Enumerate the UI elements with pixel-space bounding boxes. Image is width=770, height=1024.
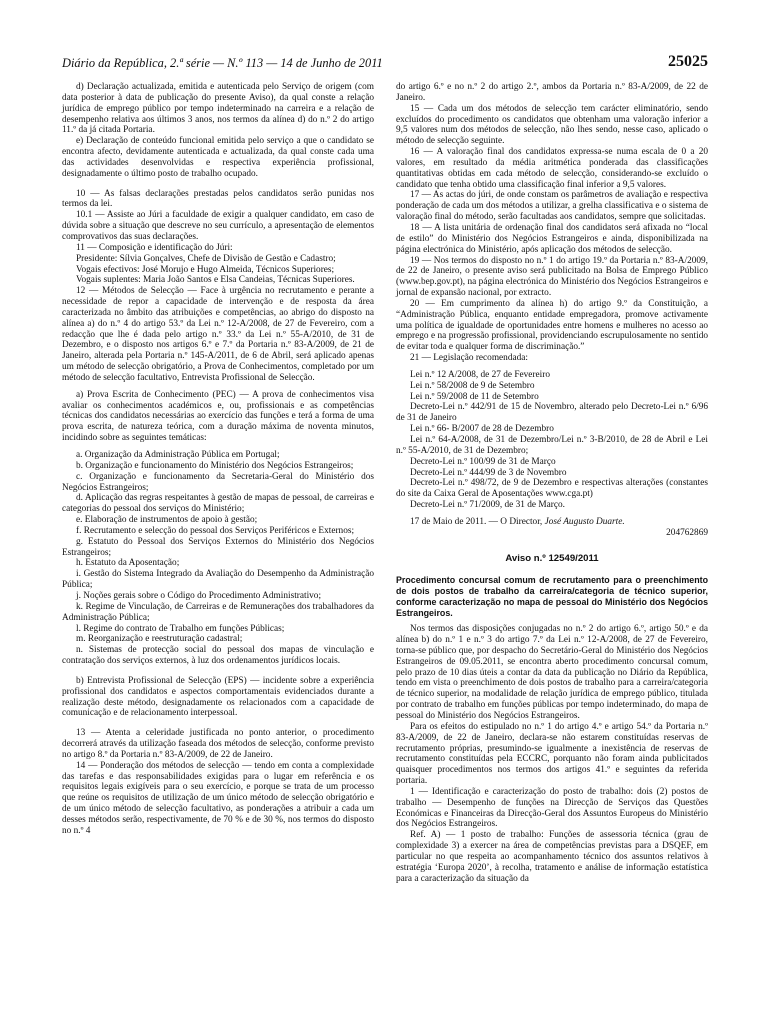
legislation-item: Lei n.º 59/2008 de 11 de Setembro (410, 391, 539, 402)
legislation-item: Lei n.º 66- B/2007 de 28 de Dezembro (410, 424, 554, 435)
paragraph: 17 — As actas do júri, de onde constam os parâmetros de avaliação e respectiva ponderação de cada um dos métodos a utilizar, a grelha classificativa e o sistema de valoração final do método, serão facultadas aos candidatos, sempre que solicitadas. (396, 190, 708, 223)
legislation-item: Decreto-Lei n.º 498/72, de 9 de Dezembro e respectivas alterações (constantes do site da Caixa Geral de Aposentações www.cga.pt) (396, 478, 708, 500)
legislation-item: Lei n.º 12 A/2008, de 27 de Fevereiro (410, 369, 550, 380)
paragraph: e) Declaração de conteúdo funcional emitida pelo serviço a que o candidato se encontra afecto, devidamente autenticada e actualizada, da qual conste cada uma das actividades desenvolvidas e respectiva experiência profissional, designadamente o último posto de trabalho ocupado. (62, 136, 374, 179)
paragraph: 10.1 — Assiste ao Júri a faculdade de exigir a qualquer candidato, em caso de dúvida sobre a situação que descreve no seu currículo, a apresentação de elementos comprovativos das suas declarações. (62, 210, 374, 242)
list-item: m. Reorganização e reestruturação cadastral; (76, 634, 243, 645)
signatory-name: José Augusto Duarte. (544, 516, 625, 527)
legislation-item: Decreto-Lei n.º 442/91 de 15 de Novembro, alterado pelo Decreto-Lei n.º 6/96 de 31 de Janeiro (396, 402, 708, 424)
list-item: h. Estatuto da Aposentação; (76, 558, 180, 569)
notice-title: Aviso n.º 12549/2011 (505, 552, 599, 564)
legislation-item: Decreto-Lei n.º 444/99 de 3 de Novembro (410, 467, 567, 478)
list-item: i. Gestão do Sistema Integrado da Avaliação do Desempenho da Administração Pública; (62, 569, 374, 591)
paragraph: 13 — Atenta a celeridade justificada no ponto anterior, o procedimento decorrerá através da utilização faseada dos métodos de selecção, conforme previsto no artigo 8.º da Portaria n.º 83-A/2009, de 22 de Janeiro. (62, 728, 374, 760)
signature-date: 17 de Maio de 2011. — O Director, (410, 516, 543, 527)
paragraph: 12 — Métodos de Selecção — Face à urgência no recrutamento e perante a necessidade de repor a capacidade de intervenção e de resposta da área caracterizada no âmbito das atribuições e competências, ao abrigo do disposto na alínea a) do n.º 4 do artigo 53.º da Lei n.º 12-A/2008, de 27 de Fevereiro, com a redacção que lhe é dada pelo artigo n.º 33.º da Lei n.º 55-A/2010, de 31 de Dezembro, e o disposto nos artigos 6.º e 7.º da Portaria n.º 83-A/2009, de 21 de Janeiro, alterada pela Portaria n.º 145-A/2011, de 6 de Abril, será aplicado apenas um método de selecção obrigatório, a Prova de Conhecimentos, completado por um método de selecção facultativo, Entrevista Profissional de Selecção. (62, 286, 374, 383)
legislation-item: Decreto-Lei n.º 71/2009, de 31 de Março. (410, 500, 565, 511)
legislation-item: Lei n.º 64-A/2008, de 31 de Dezembro/Lei n.º 3-B/2010, de 28 de Abril e Lei n.º 55-A/2010, de 31 de Dezembro; (396, 435, 708, 456)
list-item: a. Organização da Administração Pública em Portugal; (76, 450, 280, 460)
paragraph: 19 — Nos termos do disposto no n.º 1 do artigo 19.º da Portaria n.º 83-A/2009, de 22 de Janeiro, o presente aviso será publicitado na Bolsa de Emprego Público (www.bep.gov.pt), na página electrónica do Ministério dos Negócios Estrangeiros e jornal de expansão nacional, por extracto. (396, 255, 708, 299)
paragraph: Nos termos das disposições conjugadas no n.º 2 do artigo 6.º, artigo 50.º e da alínea b) do n.º 1 e n.º 3 do artigo 7.º da Lei n.º 12-A/2008, de 27 de Fevereiro, torna-se público que, por despacho do Secretário-Geral do Ministério dos Negócios Estrangeiros de 09.05.2011, se encontra aberto procedimento concursal comum, pelo prazo de 10 dias úteis a contar da data da publicação no Diário da República, tendo em vista o preenchimento de dois postos de trabalho para a carreira/categoria de técnico superior, na modalidade de relação jurídica de emprego público, titulada por contrato de trabalho em funções públicas por tempo indeterminado, do mapa de pessoal do Ministério dos Negócios Estrangeiros. (396, 624, 708, 721)
list-item: f. Recrutamento e selecção do pessoal dos Serviços Periféricos e Externos; (76, 525, 355, 536)
legislation-item: Decreto-Lei n.º 100/99 de 31 de Março (410, 456, 556, 467)
paragraph: Ref. A) — 1 posto de trabalho: Funções de assessoria técnica (grau de complexidade 3) a exercer na área de competências previstas para a DSQEF, em particular no que respeita ao acompanhamento técnico dos assuntos relativos à estratégia ‘Europa 2020’, à recolha, tratamento e análise de informação estatística para a caracterização da situação da (396, 830, 708, 884)
legislation-item: Lei n.º 58/2008 de 9 de Setembro (410, 380, 535, 391)
paragraph: do artigo 6.º e no n.º 2 do artigo 2.º, ambos da Portaria n.º 83-A/2009, de 22 de Janeiro. (396, 82, 708, 103)
paragraph: Vogais efectivos: José Morujo e Hugo Almeida, Técnicos Superiores; (76, 264, 335, 275)
journal-title: Diário da República, 2.ª série — N.º 113 — 14 de Junho de 2011 (62, 56, 383, 70)
paragraph: 20 — Em cumprimento da alínea h) do artigo 9.º da Constituição, a “Administração Pública, enquanto entidade empregadora, promove activamente uma política de igualdade de oportunidades entre homens e mulheres no acesso ao emprego e na progressão profissional, providenciando escrupulosamente no sentido de evitar toda e qualquer forma de discriminação.” (396, 298, 708, 353)
paragraph: d) Declaração actualizada, emitida e autenticada pelo Serviço de origem (com data posterior à data de publicação do presente Aviso), da qual conste a relação jurídica de emprego público por tempo indeterminado na carreira e a relação de desempenho relativa aos últimos 3 anos, nos termos da alínea d) do n.º 2 do artigo 11.º da já citada Portaria. (62, 82, 374, 136)
list-item: j. Noções gerais sobre o Código do Procedimento Administrativo; (76, 590, 322, 601)
paragraph: b) Entrevista Profissional de Selecção (EPS) — incidente sobre a experiência profissional dos candidatos e aspectos comportamentais evidenciados durante a realização deste método, designadamente os relacionados com a capacidade de comunicação e de relacionamento interpessoal. (62, 675, 374, 719)
paragraph: Vogais suplentes: Maria João Santos e Elsa Candeias, Técnicas Superiores. (76, 275, 355, 286)
list-item: l. Regime do contrato de Trabalho em funções Públicas; (76, 623, 285, 634)
paragraph: 21 — Legislação recomendada: (410, 353, 528, 364)
list-item: g. Estatuto do Pessoal dos Serviços Externos do Ministério dos Negócios Estrangeiros; (62, 536, 374, 558)
list-item: k. Regime de Vinculação, de Carreiras e de Remunerações dos trabalhadores da Administração Pública; (62, 601, 374, 623)
reference-number: 204762869 (666, 527, 708, 538)
paragraph: 1 — Identificação e caracterização do posto de trabalho: dois (2) postos de trabalho — Desempenho de funções na Direcção de Serviços das Questões Económicas e Financeiras da Direcção-Geral dos Assuntos Europeus do Ministério dos Negócios Estrangeiros. (396, 786, 708, 830)
list-item: e. Elaboração de instrumentos de apoio à gestão; (76, 515, 258, 526)
paragraph: Presidente: Sílvia Gonçalves, Chefe de Divisão de Gestão e Cadastro; (76, 253, 336, 264)
paragraph: Para os efeitos do estipulado no n.º 1 do artigo 4.º e artigo 54.º da Portaria n.º 83-A/2009, de 22 de Janeiro, declara-se não estarem constituídas reservas de recrutamento próprias, presumindo-se igualmente a inexistência de reservas de recrutamento constituídas pela ECCRC, porquanto não foram ainda publicitados quaisquer procedimentos nos termos dos artigos 41.º e seguintes da referida portaria. (396, 721, 708, 787)
procedure-heading: Procedimento concursal comum de recrutamento para o preenchimento de dois postos de trabalho da carreira/categoria de técnico superior, conforme caracterização no mapa de pessoal do Ministério dos Negócios Estrangeiros. (396, 575, 708, 618)
list-item: d. Aplicação das regras respeitantes à gestão de mapas de pessoal, de carreiras e categorias do pessoal dos serviços do Ministério; (62, 493, 374, 515)
paragraph: 11 — Composição e identificação do Júri: (76, 242, 233, 253)
right-column (396, 82, 708, 885)
list-item: b. Organização e funcionamento do Ministério dos Negócios Estrangeiros; (76, 460, 354, 471)
paragraph: 15 — Cada um dos métodos de selecção tem carácter eliminatório, sendo excluídos do procedimento os candidatos que obtenham uma valoração inferior a 9,5 valores num dos métodos de selecção, não lhes sendo, nesse caso, aplicado o método de selecção seguinte. (396, 103, 708, 147)
paragraph: 14 — Ponderação dos métodos de selecção — tendo em conta a complexidade das tarefas e das responsabilidades exigidas para o lugar em referência e os requisitos legais exigíveis para o seu exercício, e porque se trata de um processo que reúne os requisitos de utilização de um único método de selecção obrigatório e de um único método de selecção facultativo, as ponderações a atribuir a cada um desses métodos serão, respectivamente, de 70 % e de 30 %, nos termos do disposto no n.º 4 (62, 760, 374, 836)
paragraph: 10 — As falsas declarações prestadas pelos candidatos serão punidas nos termos da lei. (62, 188, 374, 210)
paragraph: a) Prova Escrita de Conhecimento (PEC) — A prova de conhecimentos visa avaliar os conhecimentos académicos e, ou, profissionais e as competências técnicas dos candidatos necessárias ao exercício das funções e terá a forma de uma prova escrita, de natureza teórica, com a duração máxima de noventa minutos, incidindo sobre as seguintes temáticas: (62, 389, 374, 444)
page-header (62, 53, 708, 76)
paragraph: 18 — A lista unitária de ordenação final dos candidatos será afixada no “local de estilo” do Ministério dos Negócios Estrangeiros e ainda, disponibilizada na página electrónica do Ministério, após aplicação dos métodos de selecção. (396, 222, 708, 255)
signature-line (396, 517, 708, 528)
list-item: n. Sistemas de protecção social do pessoal dos mapas de vinculação e contratação dos serviços externos, à luz dos ordenamentos jurídicos locais. (62, 645, 374, 667)
page-number: 25025 (668, 53, 708, 70)
paragraph: 16 — A valoração final dos candidatos expressa-se numa escala de 0 a 20 valores, em resultado da média aritmética ponderada das classificações quantitativas obtidas em cada método de selecção, considerando-se excluído o candidato que tenha obtido uma classificação final inferior a 9,5 valores. (396, 147, 708, 190)
list-item: c. Organização e funcionamento da Secretaria-Geral do Ministério dos Negócios Estrangeiros; (62, 471, 374, 493)
left-column (62, 82, 374, 837)
